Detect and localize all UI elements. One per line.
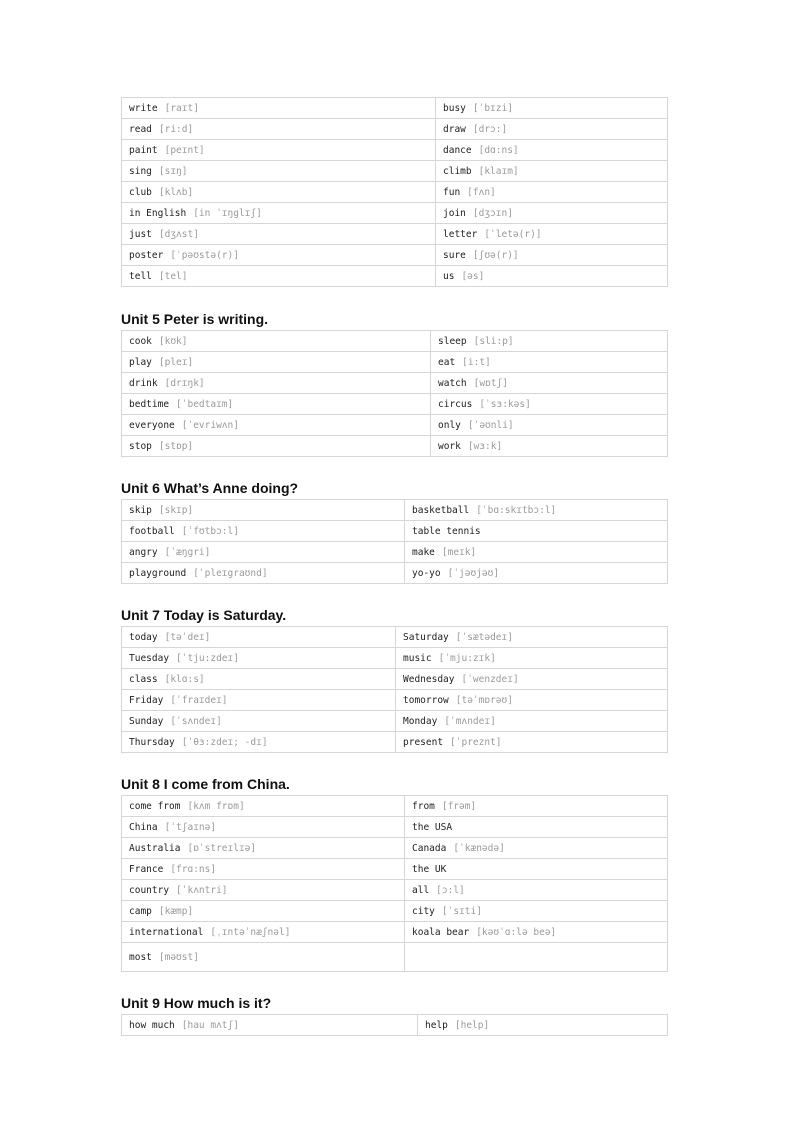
phonetic-text: [ˈjəʊjəʊ]: [447, 567, 500, 579]
vocab-word: in English: [129, 207, 187, 219]
vocab-word: sleep: [438, 335, 467, 347]
phonetic-text: [i:t]: [462, 356, 491, 368]
vocab-word: from: [412, 800, 435, 812]
vocab-cell: [431, 436, 668, 457]
vocab-word: eat: [438, 356, 456, 368]
vocab-cell: [431, 394, 668, 415]
vocab-cell: [122, 266, 436, 287]
vocab-word: play: [129, 356, 152, 368]
table-row: [122, 859, 668, 880]
vocab-cell: [122, 1015, 418, 1036]
table-row: [122, 563, 668, 584]
vocab-cell: [396, 648, 668, 669]
phonetic-text: [tel]: [158, 270, 188, 282]
phonetic-text: [ˈfraɪdeɪ]: [170, 694, 228, 706]
vocab-table-unit6: [121, 499, 668, 584]
table-row: [122, 796, 668, 817]
vocab-word: sure: [443, 249, 466, 261]
vocab-cell: [122, 119, 436, 140]
vocab-word: Saturday: [403, 631, 449, 643]
phonetic-text: [in ˈɪŋglɪʃ]: [193, 207, 262, 219]
vocab-cell: [396, 732, 668, 753]
vocab-word: playground: [129, 567, 187, 579]
table-row: [122, 245, 668, 266]
vocab-cell: [396, 627, 668, 648]
phonetic-text: [sli:p]: [473, 335, 514, 347]
phonetic-text: [dɑ:ns]: [478, 144, 519, 156]
vocab-cell: [122, 182, 436, 203]
table-row: [122, 690, 668, 711]
table-row: [122, 901, 668, 922]
vocab-cell: [405, 521, 668, 542]
table-row: [122, 331, 668, 352]
vocab-word: Australia: [129, 842, 181, 854]
vocab-cell: [436, 182, 668, 203]
vocab-word: Tuesday: [129, 652, 170, 664]
vocab-word: paint: [129, 144, 158, 156]
vocab-word: country: [129, 884, 170, 896]
table-row: [122, 415, 668, 436]
vocab-cell: [405, 838, 668, 859]
vocab-word: only: [438, 419, 461, 431]
vocab-cell: [122, 817, 405, 838]
vocab-table-unit9: [121, 1014, 668, 1036]
vocab-word: camp: [129, 905, 152, 917]
vocab-word: yo-yo: [412, 567, 441, 579]
phonetic-text: [ˈsɜ:kəs]: [479, 398, 531, 410]
table-row: [122, 352, 668, 373]
phonetic-text: [təˈdeɪ]: [164, 631, 211, 643]
vocab-word: bedtime: [129, 398, 170, 410]
phonetic-text: [ˈtʃaɪnə]: [164, 821, 217, 833]
vocab-cell: [396, 690, 668, 711]
phonetic-text: [stɒp]: [158, 440, 194, 452]
vocab-word: cook: [129, 335, 152, 347]
vocab-cell: [122, 394, 431, 415]
vocab-cell: [436, 245, 668, 266]
phonetic-text: [ˈæŋgri]: [164, 546, 211, 558]
vocab-cell: [122, 880, 405, 901]
vocab-word: most: [129, 951, 152, 963]
phonetic-text: [meɪk]: [441, 546, 477, 558]
vocab-cell: [431, 352, 668, 373]
table-row: [122, 627, 668, 648]
vocab-cell: [436, 161, 668, 182]
vocab-word: stop: [129, 440, 152, 452]
phonetic-text: [ʃʊə(r)]: [472, 249, 519, 261]
table-row: [122, 203, 668, 224]
table-row: [122, 669, 668, 690]
table-row: [122, 373, 668, 394]
vocab-word: Monday: [403, 715, 438, 727]
phonetic-text: [klʌb]: [158, 186, 194, 198]
table-row: [122, 1015, 668, 1036]
vocab-cell: [436, 266, 668, 287]
vocab-word: work: [438, 440, 461, 452]
phonetic-text: [klɑ:s]: [164, 673, 205, 685]
phonetic-text: [ɒˈstreɪlɪə]: [187, 842, 257, 854]
phonetic-text: [ˈfʊtbɔ:l]: [181, 525, 239, 537]
phonetic-text: [kæmp]: [158, 905, 194, 917]
vocab-word: angry: [129, 546, 158, 558]
vocab-word: city: [412, 905, 435, 917]
vocab-word: sing: [129, 165, 152, 177]
vocab-word: Friday: [129, 694, 164, 706]
vocab-cell: [436, 203, 668, 224]
vocab-word: club: [129, 186, 152, 198]
vocab-cell: [122, 627, 396, 648]
phonetic-text: [ˈθɜ:zdeɪ; -dɪ]: [181, 736, 268, 748]
vocab-cell: [122, 922, 405, 943]
vocab-cell: [431, 331, 668, 352]
vocab-word: tomorrow: [403, 694, 449, 706]
phonetic-text: [ˈpleɪgraʊnd]: [193, 567, 268, 579]
vocab-cell: [405, 901, 668, 922]
vocab-cell-empty: [405, 943, 668, 972]
phonetic-text: [məʊst]: [158, 951, 199, 963]
phonetic-text: [ˈbedtaɪm]: [176, 398, 234, 410]
vocab-cell: [122, 140, 436, 161]
phonetic-text: [ˈmju:zɪk]: [438, 652, 496, 664]
vocab-word: international: [129, 926, 204, 938]
unit-heading: Unit 6 What’s Anne doing?: [121, 480, 299, 496]
vocab-cell: [122, 373, 431, 394]
vocab-word: drink: [129, 377, 158, 389]
phonetic-text: [ɔ:l]: [436, 884, 465, 896]
table-row: [122, 711, 668, 732]
vocab-cell: [405, 922, 668, 943]
vocab-word: koala bear: [412, 926, 470, 938]
vocab-cell: [122, 352, 431, 373]
table-row: [122, 542, 668, 563]
vocab-cell: [122, 669, 396, 690]
vocab-word: Canada: [412, 842, 447, 854]
unit-heading: Unit 8 I come from China.: [121, 776, 290, 792]
vocab-table-unit7: [121, 626, 668, 753]
vocab-word: China: [129, 821, 158, 833]
phonetic-text: [ˈsætədeɪ]: [455, 631, 513, 643]
vocab-cell: [122, 838, 405, 859]
table-row: [122, 838, 668, 859]
phonetic-text: [ˈsɪti]: [441, 905, 482, 917]
phonetic-text: [klaɪm]: [478, 165, 519, 177]
vocab-cell: [122, 901, 405, 922]
phonetic-text: [skɪp]: [158, 504, 194, 516]
vocab-word: the UK: [412, 863, 447, 875]
phonetic-text: [ˈbɑ:skɪtbɔ:l]: [476, 504, 557, 516]
vocab-cell: [405, 859, 668, 880]
vocab-word: make: [412, 546, 435, 558]
table-row: [122, 140, 668, 161]
phonetic-text: [əs]: [461, 270, 485, 282]
phonetic-text: [ˈtju:zdeɪ]: [176, 652, 239, 664]
vocab-word: music: [403, 652, 432, 664]
vocab-cell: [122, 648, 396, 669]
vocab-cell: [122, 161, 436, 182]
vocab-cell: [122, 224, 436, 245]
table-row: [122, 648, 668, 669]
vocab-word: draw: [443, 123, 466, 135]
vocab-table-unit8: [121, 795, 668, 972]
phonetic-text: [raɪt]: [164, 102, 199, 114]
phonetic-text: [ˈpəʊstə(r)]: [170, 249, 239, 261]
phonetic-text: [ˈkʌntri]: [176, 884, 228, 896]
vocab-table-unit5: [121, 330, 668, 457]
vocab-word: today: [129, 631, 158, 643]
table-row: [122, 521, 668, 542]
vocab-word: fun: [443, 186, 461, 198]
vocab-cell: [122, 245, 436, 266]
phonetic-text: [ˈəʊnli]: [467, 419, 514, 431]
vocab-cell: [396, 669, 668, 690]
vocab-word: write: [129, 102, 158, 114]
vocab-word: France: [129, 863, 164, 875]
vocab-cell: [405, 880, 668, 901]
table-row: [122, 119, 668, 140]
phonetic-text: [wɒtʃ]: [473, 377, 508, 389]
vocab-cell: [431, 373, 668, 394]
unit-heading: Unit 5 Peter is writing.: [121, 311, 269, 327]
vocab-cell: [418, 1015, 668, 1036]
vocab-word: come from: [129, 800, 181, 812]
phonetic-text: [ˌɪntəˈnæʃnəl]: [210, 926, 291, 938]
vocab-cell: [122, 859, 405, 880]
phonetic-text: [ri:d]: [158, 123, 194, 135]
phonetic-text: [kʊk]: [158, 335, 188, 347]
vocab-cell: [436, 140, 668, 161]
vocab-word: watch: [438, 377, 467, 389]
vocab-cell: [122, 415, 431, 436]
vocab-word: football: [129, 525, 175, 537]
vocab-word: basketball: [412, 504, 470, 516]
table-row: [122, 880, 668, 901]
vocab-cell: [122, 732, 396, 753]
vocab-word: everyone: [129, 419, 175, 431]
vocab-word: class: [129, 673, 158, 685]
phonetic-text: [təˈmɒrəʊ]: [455, 694, 513, 706]
vocab-cell: [122, 521, 405, 542]
vocab-cell: [436, 224, 668, 245]
table-row: [122, 182, 668, 203]
vocab-cell: [122, 500, 405, 521]
vocab-cell: [396, 711, 668, 732]
table-row: [122, 943, 668, 972]
vocabulary-page: [121, 97, 667, 1036]
vocab-cell: [431, 415, 668, 436]
vocab-cell: [122, 436, 431, 457]
phonetic-text: [peɪnt]: [164, 144, 205, 156]
vocab-cell: [122, 542, 405, 563]
phonetic-text: [kʌm frɒm]: [187, 800, 245, 812]
vocab-word: Thursday: [129, 736, 175, 748]
phonetic-text: [ˈkænədə]: [453, 842, 505, 854]
table-row: [122, 161, 668, 182]
vocab-cell: [122, 98, 436, 119]
vocab-word: table tennis: [412, 525, 481, 537]
vocab-cell: [122, 690, 396, 711]
vocab-word: tell: [129, 270, 152, 282]
vocab-word: how much: [129, 1019, 175, 1031]
vocab-word: Sunday: [129, 715, 164, 727]
vocab-word: the USA: [412, 821, 453, 833]
vocab-word: busy: [443, 102, 466, 114]
phonetic-text: [ˈevriwʌn]: [181, 419, 239, 431]
table-row: [122, 394, 668, 415]
vocab-word: all: [412, 884, 430, 896]
table-row: [122, 266, 668, 287]
unit-heading: Unit 7 Today is Saturday.: [121, 607, 287, 623]
phonetic-text: [kəʊˈɑ:lə beə]: [476, 926, 557, 938]
table-row: [122, 436, 668, 457]
phonetic-text: [ˈmʌndeɪ]: [444, 715, 496, 727]
phonetic-text: [dʒɔɪn]: [472, 207, 513, 219]
vocab-word: dance: [443, 144, 472, 156]
vocab-word: just: [129, 228, 152, 240]
table-row: [122, 817, 668, 838]
phonetic-text: [ˈbɪzi]: [472, 102, 513, 114]
vocab-cell: [405, 796, 668, 817]
vocab-word: read: [129, 123, 152, 135]
table-row: [122, 732, 668, 753]
unit-heading: Unit 9 How much is it?: [121, 995, 272, 1011]
vocab-table-unit4: [121, 97, 668, 287]
vocab-cell: [405, 542, 668, 563]
vocab-word: join: [443, 207, 466, 219]
vocab-cell: [405, 500, 668, 521]
phonetic-text: [drɔ:]: [472, 123, 508, 135]
phonetic-text: [dʒʌst]: [158, 228, 199, 240]
vocab-word: poster: [129, 249, 164, 261]
vocab-word: letter: [443, 228, 478, 240]
phonetic-text: [hau mʌtʃ]: [181, 1019, 239, 1031]
vocab-cell: [122, 203, 436, 224]
phonetic-text: [ˈpreznt]: [450, 736, 502, 748]
phonetic-text: [ˈsʌndeɪ]: [170, 715, 222, 727]
vocab-word: help: [425, 1019, 448, 1031]
vocab-word: us: [443, 270, 455, 282]
phonetic-text: [fʌn]: [467, 186, 496, 198]
phonetic-text: [drɪŋk]: [164, 377, 205, 389]
vocab-cell: [122, 796, 405, 817]
vocab-cell: [122, 563, 405, 584]
vocab-cell: [122, 331, 431, 352]
phonetic-text: [pleɪ]: [158, 356, 194, 368]
vocab-cell: [405, 563, 668, 584]
table-row: [122, 500, 668, 521]
phonetic-text: [sɪŋ]: [158, 165, 188, 177]
vocab-cell: [405, 817, 668, 838]
vocab-word: climb: [443, 165, 472, 177]
phonetic-text: [help]: [454, 1019, 490, 1031]
vocab-cell: [122, 943, 405, 972]
table-row: [122, 98, 668, 119]
vocab-cell: [122, 711, 396, 732]
table-row: [122, 224, 668, 245]
phonetic-text: [ˈwenzdeɪ]: [461, 673, 519, 685]
phonetic-text: [wɜ:k]: [467, 440, 503, 452]
vocab-word: present: [403, 736, 444, 748]
vocab-cell: [436, 119, 668, 140]
phonetic-text: [ˈletə(r)]: [484, 228, 542, 240]
vocab-cell: [436, 98, 668, 119]
phonetic-text: [frəm]: [441, 800, 477, 812]
vocab-word: Wednesday: [403, 673, 455, 685]
vocab-word: circus: [438, 398, 473, 410]
table-row: [122, 922, 668, 943]
vocab-word: skip: [129, 504, 152, 516]
phonetic-text: [frɑ:ns]: [170, 863, 217, 875]
